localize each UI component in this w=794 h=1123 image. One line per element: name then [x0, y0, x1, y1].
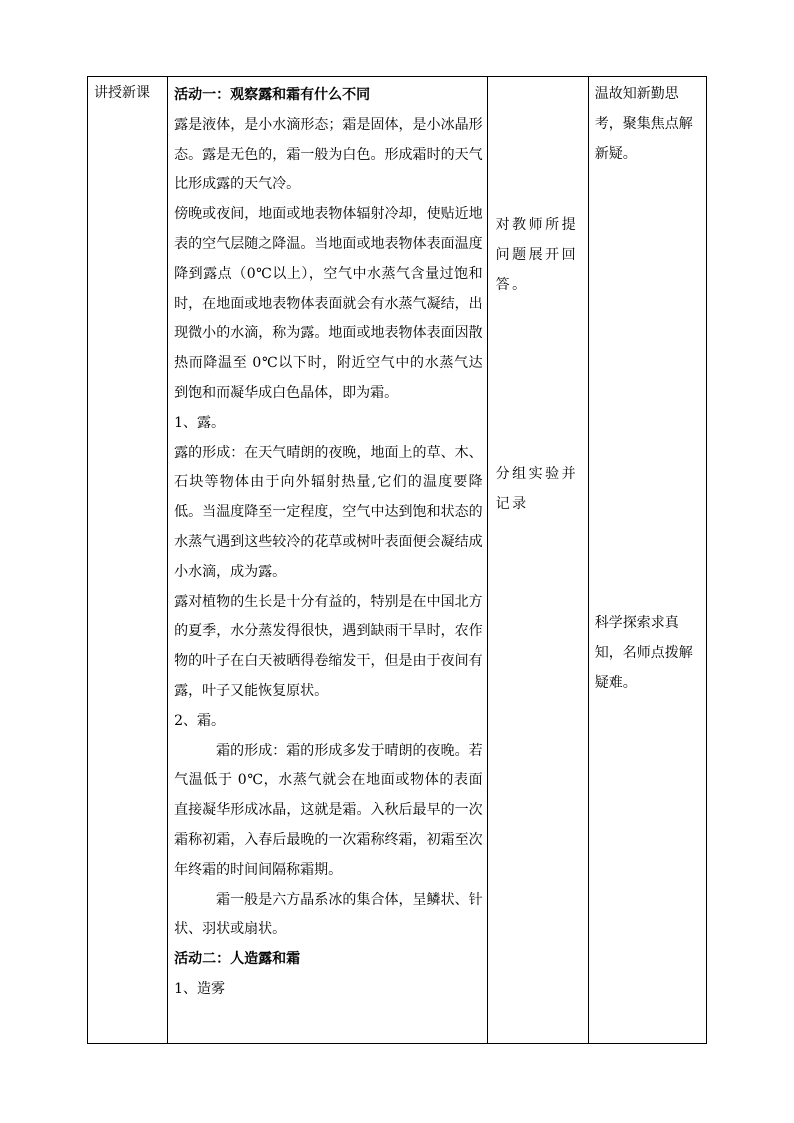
content-paragraph: 1、露。 — [174, 414, 226, 431]
content-paragraph: 2、霜。 — [174, 712, 226, 729]
student-activity-cell — [487, 77, 588, 1044]
activity-one-heading: 活动一：观察露和霜有什么不同 — [174, 87, 371, 103]
content-paragraph: 露的形成：在天气晴朗的夜晚，地面上的草、木、石块等物体由于向外辐射热量,它们的温度要降低。当温度降至一定程度，空气中达到饱和状态的水蒸气遇到这些较冷的花草或树叶表面便会凝结成小水滴，成为露。 — [174, 444, 483, 580]
design-note: 科学探索求真知，名师点拨解疑难。 — [594, 615, 693, 691]
section-label-cell — [88, 77, 168, 1044]
content-paragraph: 霜的形成：霜的形成多发于晴朗的夜晚。若气温低于 0℃，水蒸气就会在地面或物体的表面直接凝华形成冰晶，这就是霜。入秋后最早的一次霜称初霜，入春后最晚的一次霜称终霜，初霜至次年终霜的时间间隔称霜期。 — [174, 742, 483, 878]
lesson-plan-table — [87, 76, 707, 1044]
student-note: 分组实验并记录 — [495, 466, 579, 512]
content-paragraph: 傍晚或夜间，地面或地表物体辐射冷却，使贴近地表的空气层随之降温。当地面或地表物体表面温度降到露点（0℃以上），空气中水蒸气含量过饱和时，在地面或地表物体表面就会有水蒸气凝结，出现微小的水滴，称为露。地面或地表物体表面因散热而降温至 0℃以下时，附近空气中的水蒸气达到饱和而凝华成白色晶体，即为霜。 — [174, 206, 483, 401]
content-paragraph: 霜一般是六方晶系冰的集合体，呈鳞状、针状、羽状或扇状。 — [174, 891, 483, 938]
content-paragraph: 露是液体，是小水滴形态；霜是固体，是小冰晶形态。露是无色的，霜一般为白色。形成霜时的天气比形成露的天气冷。 — [174, 116, 483, 193]
activity-two-heading: 活动二：人造露和霜 — [174, 951, 301, 968]
design-note: 温故知新勤思考，聚集焦点解新疑。 — [594, 86, 693, 162]
section-label: 讲授新课 — [94, 85, 150, 101]
design-intent-cell — [588, 77, 706, 1044]
table-row — [88, 77, 707, 1044]
content-paragraph: 1、造雾 — [174, 980, 226, 997]
teaching-content-cell — [168, 77, 488, 1044]
content-paragraph: 露对植物的生长是十分有益的，特别是在中国北方的夏季，水分蒸发得很快，遇到缺雨干旱时，农作物的叶子在白天被晒得卷缩发干，但是由于夜间有露，叶子又能恢复原状。 — [174, 593, 483, 699]
student-note: 对教师所提问题展开回答。 — [495, 217, 579, 293]
